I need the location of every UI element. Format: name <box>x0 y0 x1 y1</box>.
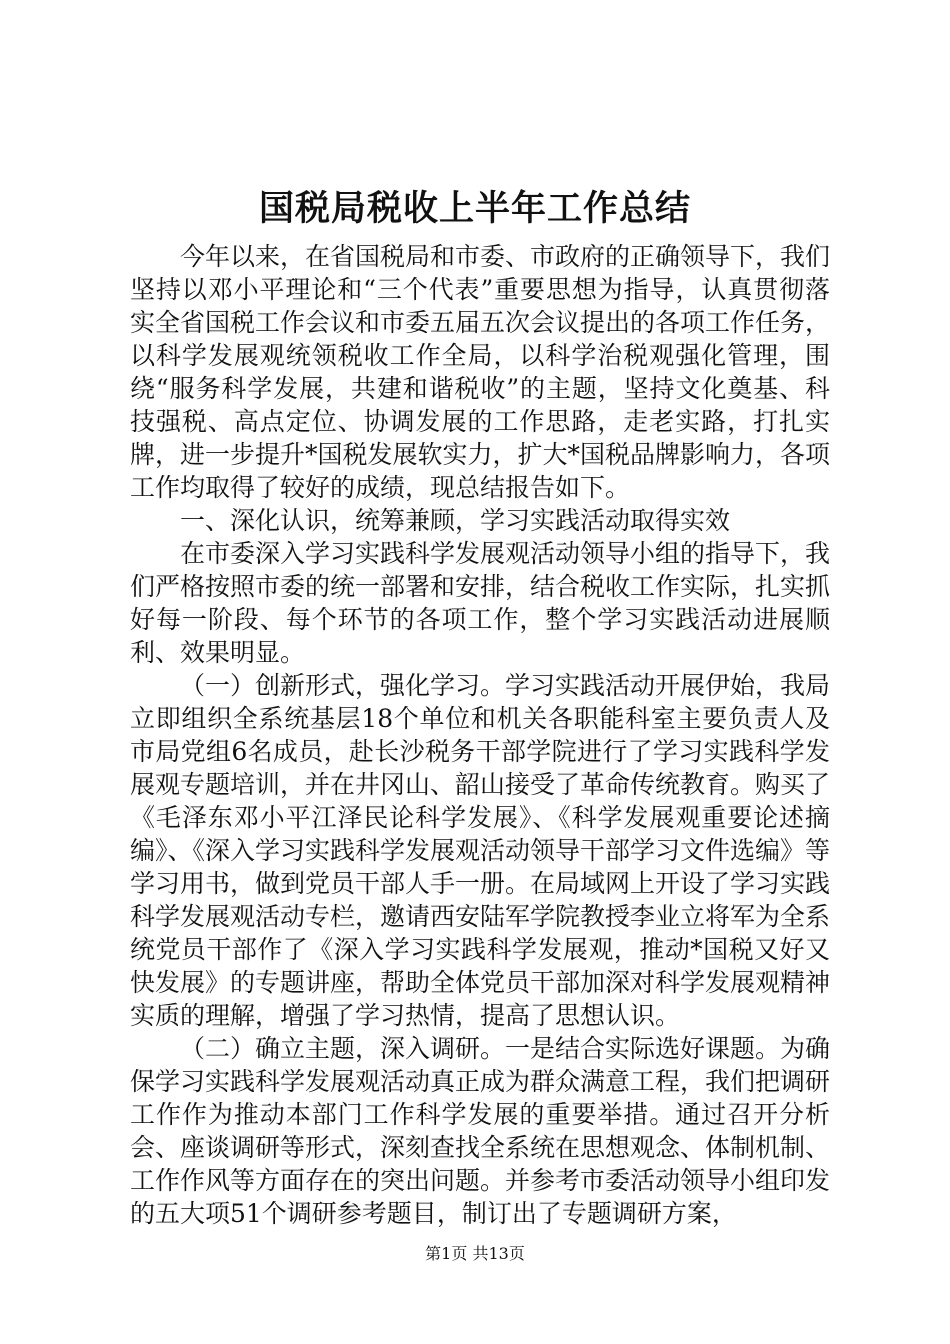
page-footer <box>0 1243 950 1265</box>
paragraph-subsection-2: （二）确立主题，深入调研。一是结合实际选好课题。为确保学习实践科学发展观活动真正成为群众满意工程，我们把调研工作作为推动本部门工作科学发展的重要举措。通过召开分析会、座谈调研等形式，深刻查找全系统在思想观念、体制机制、工作作风等方面存在的突出问题。并参考市委活动领导小组印发的五大项51个调研参考题目，制订出了专题调研方案， <box>130 1034 831 1228</box>
paragraph-subsection-1: （一）创新形式，强化学习。学习实践活动开展伊始，我局立即组织全系统基层18个单位和机关各职能科室主要负责人及市局党组6名成员，赴长沙税务干部学院进行了学习实践科学发展观专题培训，并在井冈山、韶山接受了革命传统教育。购买了《毛泽东邓小平江泽民论科学发展》、《科学发展观重要论述摘编》、《深入学习实践科学发展观活动领导干部学习文件选编》等学习用书，做到党员干部人手一册。在局域网上开设了学习实践科学发展观活动专栏，邀请西安陆军学院教授李业立将军为全系统党员干部作了《深入学习实践科学发展观，推动*国税又好又快发展》的专题讲座，帮助全体党员干部加深对科学发展观精神实质的理解，增强了学习热情，提高了思想认识。 <box>130 671 831 1030</box>
section-heading-1: 一、深化认识，统筹兼顾，学习实践活动取得实效 <box>180 506 731 535</box>
page-number: 第1页 <box>425 1244 468 1263</box>
document-title: 国税局税收上半年工作总结 <box>258 188 691 229</box>
page-total: 共13页 <box>472 1244 525 1263</box>
paragraph-section-1: 在市委深入学习实践科学发展观活动领导小组的指导下，我们严格按照市委的统一部署和安排，结合税收工作实际，扎实抓好每一阶段、每个环节的各项工作，整个学习实践活动进展顺利、效果明显。 <box>130 539 831 667</box>
paragraph-intro: 今年以来，在省国税局和市委、市政府的正确领导下，我们坚持以邓小平理论和“三个代表”重要思想为指导，认真贯彻落实全省国税工作会议和市委五届五次会议提出的各项工作任务，以科学发展观统领税收工作全局，以科学治税观强化管理，围绕“服务科学发展，共建和谐税收”的主题，坚持文化奠基、科技强税、高点定位、协调发展的工作思路，走老实路，打扎实牌，进一步提升*国税发展软实力，扩大*国税品牌影响力，各项工作均取得了较好的成绩，现总结报告如下。 <box>130 242 831 502</box>
document-body <box>130 240 830 1230</box>
